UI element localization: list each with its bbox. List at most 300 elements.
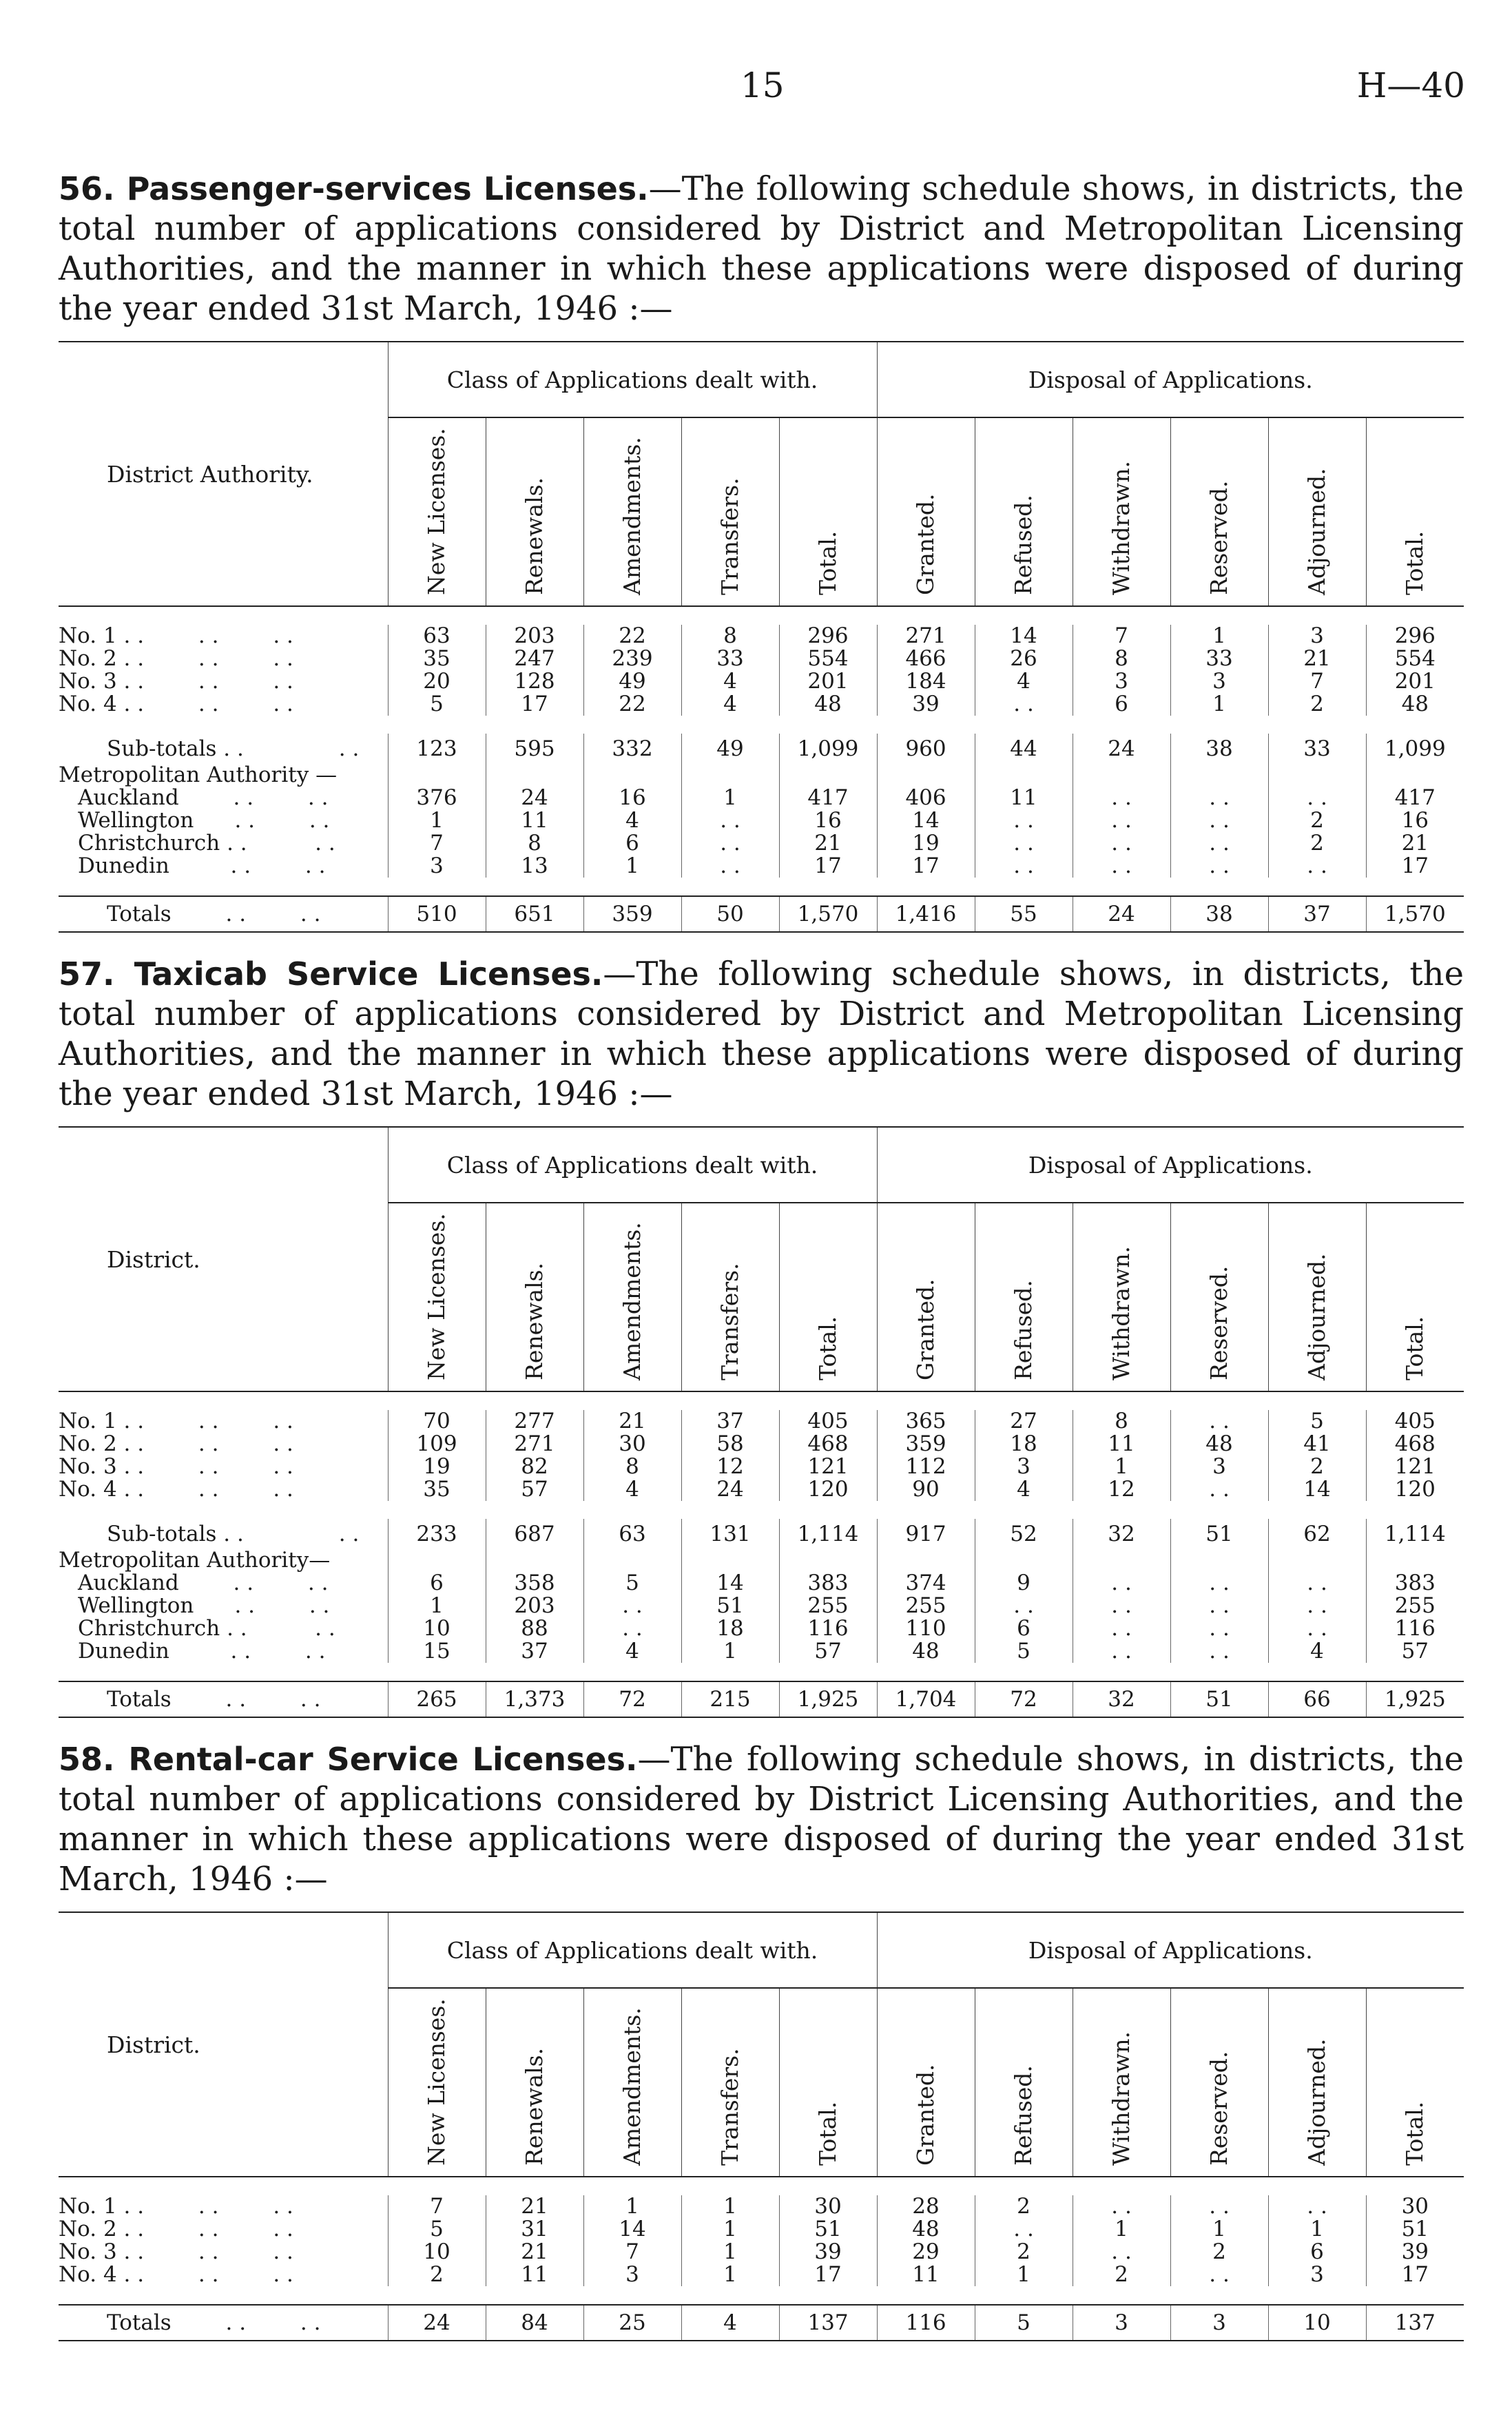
table-cell: 1 [681, 2241, 779, 2263]
table-cell: 18 [681, 1617, 779, 1640]
table-cell: 112 [877, 1455, 975, 1478]
table-cell: 4 [583, 1640, 681, 1663]
table-cell: 26 [975, 647, 1073, 670]
table-cell: 1 [583, 2195, 681, 2218]
column-header [877, 1988, 975, 2177]
column-header-text: New Licenses. [423, 428, 450, 595]
table-cell: 1,114 [779, 1519, 877, 1549]
table-cell: 128 [486, 670, 583, 693]
table-row [59, 734, 1464, 764]
table-cell: . . [1268, 1617, 1366, 1640]
table-cell: . . [1073, 1595, 1170, 1617]
table-cell [681, 764, 779, 787]
section-intro-text: —The following schedule shows, in districts, the total number of applications considered by District and Metropolitan Licensing Authorities, and the manner in which these applications were disposed of during the year ended 31st March, 1946 :— [59, 169, 1464, 328]
table-cell [583, 1549, 681, 1572]
section-intro [59, 169, 1464, 329]
table-cell: 39 [877, 693, 975, 716]
table-cell: 14 [975, 625, 1073, 647]
rental-car-service-table [59, 1911, 1464, 2341]
column-header [1073, 1203, 1170, 1391]
page-number: 15 [741, 65, 785, 105]
table-cell: 17 [779, 2263, 877, 2286]
table-cell: 14 [681, 1572, 779, 1595]
table-cell: 8 [583, 1455, 681, 1478]
column-header [1073, 1988, 1170, 2177]
table-cell [1268, 764, 1366, 787]
table-row [59, 1595, 1464, 1617]
table-cell: 12 [1073, 1478, 1170, 1501]
table-cell: 359 [877, 1433, 975, 1455]
table-cell: 29 [877, 2241, 975, 2263]
table-cell [779, 1549, 877, 1572]
table-cell: 3 [1268, 2263, 1366, 2286]
table-cell: . . [1073, 787, 1170, 809]
table-cell: 35 [388, 647, 486, 670]
table-cell: 2 [975, 2195, 1073, 2218]
table-cell: 358 [486, 1572, 583, 1595]
table-cell: 6 [1268, 2241, 1366, 2263]
column-header [1366, 1988, 1464, 2177]
table-cell: 17 [1366, 2263, 1464, 2286]
table-cell: 15 [388, 1640, 486, 1663]
totals-cell: 137 [1366, 2305, 1464, 2341]
totals-cell: 10 [1268, 2305, 1366, 2341]
table-cell: 4 [975, 1478, 1073, 1501]
table-cell: 3 [388, 855, 486, 878]
table-cell: 296 [779, 625, 877, 647]
column-header-text: Adjourned. [1303, 468, 1331, 595]
section-rental-car-service [59, 1739, 1464, 2335]
table-cell: 17 [877, 855, 975, 878]
table-cell: . . [1268, 1595, 1366, 1617]
row-label: Auckland . . . . [78, 785, 329, 810]
table-cell: 120 [1366, 1478, 1464, 1501]
column-header [779, 417, 877, 606]
table-cell: . . [1170, 1595, 1268, 1617]
table-cell: 82 [486, 1455, 583, 1478]
table-cell: 35 [388, 1478, 486, 1501]
table-cell: 255 [877, 1595, 975, 1617]
totals-cell: 1,416 [877, 896, 975, 932]
row-label: Wellington . . . . [78, 1593, 330, 1618]
table-cell: . . [1170, 787, 1268, 809]
table-cell: 57 [1366, 1640, 1464, 1663]
table-cell: 1 [975, 2263, 1073, 2286]
table-cell: 1 [1170, 2218, 1268, 2241]
table-cell: 39 [779, 2241, 877, 2263]
totals-cell: 3 [1170, 2305, 1268, 2341]
table-cell: 110 [877, 1617, 975, 1640]
table-cell: 405 [1366, 1410, 1464, 1433]
table-cell: . . [1073, 2195, 1170, 2218]
totals-cell: 5 [975, 2305, 1073, 2341]
totals-cell: 37 [1268, 896, 1366, 932]
table-cell: 3 [583, 2263, 681, 2286]
column-header-text: Total. [1401, 530, 1429, 595]
table-cell: 41 [1268, 1433, 1366, 1455]
table-cell: . . [583, 1595, 681, 1617]
totals-cell: 72 [975, 1681, 1073, 1717]
column-header [975, 1203, 1073, 1391]
totals-cell: 1,373 [486, 1681, 583, 1717]
column-header-text: Refused. [1010, 1280, 1037, 1380]
totals-cell: 215 [681, 1681, 779, 1717]
table-cell: . . [583, 1617, 681, 1640]
table-cell: 17 [486, 693, 583, 716]
table-cell: . . [1073, 1617, 1170, 1640]
table-cell: 51 [779, 2218, 877, 2241]
table-cell: . . [1268, 1572, 1366, 1595]
table-cell: 4 [681, 670, 779, 693]
table-cell: 11 [877, 2263, 975, 2286]
table-cell: 3 [1170, 1455, 1268, 1478]
table-cell: 57 [779, 1640, 877, 1663]
table-cell: . . [1170, 2263, 1268, 2286]
column-header-text: Renewals. [521, 1262, 548, 1380]
table-row [59, 787, 1464, 809]
column-header-text: Renewals. [521, 477, 548, 595]
table-cell: 1 [1170, 693, 1268, 716]
table-cell: 9 [975, 1572, 1073, 1595]
table-cell: 11 [1073, 1433, 1170, 1455]
table-cell: . . [1170, 1478, 1268, 1501]
table-cell: 1 [1170, 625, 1268, 647]
totals-label: Totals . . . . [59, 896, 388, 932]
table-cell: 121 [1366, 1455, 1464, 1478]
table-row [59, 1572, 1464, 1595]
table-cell: . . [975, 832, 1073, 855]
table-cell: 406 [877, 787, 975, 809]
table-cell: 247 [486, 647, 583, 670]
table-cell: 49 [583, 670, 681, 693]
table-cell: . . [1170, 832, 1268, 855]
table-cell: 3 [1268, 625, 1366, 647]
table-cell: . . [975, 2218, 1073, 2241]
table-cell: 30 [1366, 2195, 1464, 2218]
column-header-text: Total. [1401, 2101, 1429, 2166]
table-cell: . . [1073, 809, 1170, 832]
section-heading: 56. Passenger-services Licenses. [59, 170, 649, 207]
column-header [1366, 417, 1464, 606]
table-cell: 4 [1268, 1640, 1366, 1663]
table-cell: 38 [1170, 734, 1268, 764]
table-cell: 201 [779, 670, 877, 693]
column-header-text: Reserved. [1205, 2051, 1233, 2166]
table-row [59, 855, 1464, 878]
table-cell: 8 [1073, 647, 1170, 670]
table-cell: 2 [1268, 1455, 1366, 1478]
column-header-text: Refused. [1010, 495, 1037, 595]
table-cell: . . [1268, 855, 1366, 878]
table-row [59, 647, 1464, 670]
table-cell: 5 [1268, 1410, 1366, 1433]
table-cell: 1 [1073, 1455, 1170, 1478]
row-label: No. 4 . . . . . . [59, 692, 293, 716]
table-row [59, 625, 1464, 647]
table-cell [583, 764, 681, 787]
table-cell: 201 [1366, 670, 1464, 693]
table-cell: . . [975, 693, 1073, 716]
column-header-text: Withdrawn. [1108, 461, 1135, 595]
table-row [59, 2241, 1464, 2263]
column-header-text: Reserved. [1205, 1265, 1233, 1380]
column-header [486, 1203, 583, 1391]
table-cell: 255 [779, 1595, 877, 1617]
table-cell: 116 [779, 1617, 877, 1640]
column-header [583, 1988, 681, 2177]
table-cell: 24 [1073, 734, 1170, 764]
table-cell: 58 [681, 1433, 779, 1455]
table-cell: 376 [388, 787, 486, 809]
table-cell [388, 764, 486, 787]
table-cell: 18 [975, 1433, 1073, 1455]
column-header-text: Transfers. [716, 2048, 743, 2166]
table-cell: 383 [1366, 1572, 1464, 1595]
table-cell: 116 [1366, 1617, 1464, 1640]
column-header [975, 1988, 1073, 2177]
row-label: No. 1 . . . . . . [59, 1409, 293, 1433]
row-label: Christchurch . . . . [78, 1616, 335, 1641]
table-cell: 90 [877, 1478, 975, 1501]
column-header [1170, 1988, 1268, 2177]
table-cell: 14 [1268, 1478, 1366, 1501]
totals-cell: 24 [1073, 896, 1170, 932]
table-cell: 4 [583, 809, 681, 832]
table-cell: 468 [1366, 1433, 1464, 1455]
row-label-header: District. [59, 1912, 388, 2177]
column-header [1366, 1203, 1464, 1391]
column-header-text: Amendments. [619, 437, 645, 595]
row-label-header: District Authority. [59, 342, 388, 606]
table-cell: 3 [975, 1455, 1073, 1478]
table-cell: 51 [681, 1595, 779, 1617]
table-cell: 1 [1268, 2218, 1366, 2241]
table-cell: 5 [583, 1572, 681, 1595]
table-cell: . . [1170, 1640, 1268, 1663]
table-cell: 5 [388, 693, 486, 716]
table-cell: 277 [486, 1410, 583, 1433]
table-cell: . . [1073, 832, 1170, 855]
row-label-header: District. [59, 1127, 388, 1391]
totals-cell: 4 [681, 2305, 779, 2341]
column-header [1268, 1203, 1366, 1391]
table-cell: 255 [1366, 1595, 1464, 1617]
row-label: Auckland . . . . [78, 1571, 329, 1595]
table-cell: 8 [681, 625, 779, 647]
column-header-text: Transfers. [716, 1263, 743, 1380]
table-cell [877, 1549, 975, 1572]
column-header-text: Refused. [1010, 2065, 1037, 2166]
table-cell: 6 [388, 1572, 486, 1595]
table-cell: 17 [1366, 855, 1464, 878]
table-cell: . . [1268, 2195, 1366, 2218]
table-cell [1170, 1549, 1268, 1572]
table-cell: 33 [681, 647, 779, 670]
table-cell: 21 [1268, 647, 1366, 670]
table-cell: 22 [583, 625, 681, 647]
table-cell: 271 [877, 625, 975, 647]
table-cell: 33 [1170, 647, 1268, 670]
table-cell: 296 [1366, 625, 1464, 647]
column-header [877, 1203, 975, 1391]
totals-cell: 84 [486, 2305, 583, 2341]
column-header-text: Granted. [912, 493, 940, 595]
table-cell: 17 [779, 855, 877, 878]
table-cell: . . [1073, 1640, 1170, 1663]
table-cell: 184 [877, 670, 975, 693]
totals-cell: 38 [1170, 896, 1268, 932]
table-cell: 203 [486, 625, 583, 647]
column-header-text: Total. [814, 1316, 842, 1380]
table-cell: 1 [681, 2263, 779, 2286]
disposal-group-header: Disposal of Applications. [877, 1912, 1464, 1988]
table-cell: 8 [1073, 1410, 1170, 1433]
column-header-text: Withdrawn. [1108, 1246, 1135, 1380]
table-cell: 2 [1268, 809, 1366, 832]
table-cell: 917 [877, 1519, 975, 1549]
table-cell: 48 [779, 693, 877, 716]
table-cell: 11 [486, 809, 583, 832]
table-cell: 466 [877, 647, 975, 670]
row-label: Metropolitan Authority — [59, 763, 338, 787]
table-cell: 4 [975, 670, 1073, 693]
table-cell: 6 [1073, 693, 1170, 716]
column-header [388, 417, 486, 606]
table-row [59, 1617, 1464, 1640]
totals-cell: 72 [583, 1681, 681, 1717]
table-cell: 1 [1073, 2218, 1170, 2241]
table-cell: 16 [1366, 809, 1464, 832]
row-label: No. 3 . . . . . . [59, 669, 293, 694]
totals-cell: 25 [583, 2305, 681, 2341]
table-cell: . . [975, 1595, 1073, 1617]
totals-cell: 510 [388, 896, 486, 932]
table-cell: 383 [779, 1572, 877, 1595]
table-cell [1073, 764, 1170, 787]
table-cell: 21 [583, 1410, 681, 1433]
table-cell [877, 764, 975, 787]
table-cell: 2 [388, 2263, 486, 2286]
table-cell: 16 [779, 809, 877, 832]
totals-row [59, 896, 1464, 932]
table-cell: 233 [388, 1519, 486, 1549]
table-row [59, 2263, 1464, 2286]
table-cell: 109 [388, 1433, 486, 1455]
table-cell: 44 [975, 734, 1073, 764]
section-heading: 58. Rental-car Service Licenses. [59, 1741, 638, 1778]
table-cell: 24 [681, 1478, 779, 1501]
table-cell: 7 [388, 832, 486, 855]
column-header-text: Amendments. [619, 1222, 645, 1380]
table-cell: 22 [583, 693, 681, 716]
table-cell: 32 [1073, 1519, 1170, 1549]
table-cell [1170, 764, 1268, 787]
column-header [1170, 1203, 1268, 1391]
table-cell: 10 [388, 2241, 486, 2263]
table-cell: . . [1073, 1572, 1170, 1595]
row-label: Sub-totals . . . . [107, 1521, 360, 1546]
column-header-text: New Licenses. [423, 1213, 450, 1380]
table-cell: 417 [1366, 787, 1464, 809]
column-header [681, 1988, 779, 2177]
table-cell: 11 [486, 2263, 583, 2286]
table-cell: 1,099 [1366, 734, 1464, 764]
row-label: No. 1 . . . . . . [59, 2194, 293, 2219]
table-cell: 1 [388, 809, 486, 832]
table-cell: 3 [1170, 670, 1268, 693]
row-label: No. 3 . . . . . . [59, 1454, 293, 1479]
column-header-text: Withdrawn. [1108, 2031, 1135, 2166]
table-cell: 49 [681, 734, 779, 764]
table-cell: 1 [388, 1595, 486, 1617]
table-cell: 405 [779, 1410, 877, 1433]
table-row [59, 2195, 1464, 2218]
page-header [0, 65, 1512, 107]
table-cell: 20 [388, 670, 486, 693]
table-cell: 1,114 [1366, 1519, 1464, 1549]
row-label: No. 2 . . . . . . [59, 646, 293, 671]
table-cell [1268, 1549, 1366, 1572]
table-cell: 1 [583, 855, 681, 878]
table-cell: 37 [486, 1640, 583, 1663]
table-cell: 24 [486, 787, 583, 809]
row-label: Metropolitan Authority— [59, 1548, 331, 1573]
table-cell: 7 [388, 2195, 486, 2218]
totals-cell: 51 [1170, 1681, 1268, 1717]
column-header-text: Amendments. [619, 2007, 645, 2166]
table-cell: 120 [779, 1478, 877, 1501]
disposal-group-header: Disposal of Applications. [877, 342, 1464, 417]
table-cell: . . [975, 809, 1073, 832]
table-row [59, 764, 1464, 787]
row-label: Sub-totals . . . . [107, 736, 360, 761]
table-row [59, 1478, 1464, 1501]
table-cell: 332 [583, 734, 681, 764]
column-header-text: Total. [814, 2101, 842, 2166]
table-cell: 131 [681, 1519, 779, 1549]
table-cell: 2 [1268, 832, 1366, 855]
table-cell: 30 [779, 2195, 877, 2218]
column-header [1170, 417, 1268, 606]
table-cell: 123 [388, 734, 486, 764]
table-row [59, 809, 1464, 832]
table-row [59, 1410, 1464, 1433]
table-cell: 6 [975, 1617, 1073, 1640]
column-header-text: Granted. [912, 1278, 940, 1380]
row-label: No. 1 . . . . . . [59, 623, 293, 648]
table-cell: 960 [877, 734, 975, 764]
table-cell: 33 [1268, 734, 1366, 764]
table-cell: . . [1170, 1617, 1268, 1640]
totals-cell: 32 [1073, 1681, 1170, 1717]
table-cell: 52 [975, 1519, 1073, 1549]
column-header [583, 417, 681, 606]
row-label: Christchurch . . . . [78, 831, 335, 856]
column-header [486, 417, 583, 606]
table-cell: 4 [681, 693, 779, 716]
table-cell: 687 [486, 1519, 583, 1549]
column-header-text: Total. [1401, 1316, 1429, 1380]
column-header-text: New Licenses. [423, 1998, 450, 2166]
table-cell: . . [1170, 1572, 1268, 1595]
table-cell: 57 [486, 1478, 583, 1501]
table-cell: 48 [877, 1640, 975, 1663]
section-intro-text: —The following schedule shows, in districts, the total number of applications considered by District and Metropolitan Licensing Authorities, and the manner in which these applications were disposed of during the year ended 31st March, 1946 :— [59, 955, 1464, 1113]
column-header [1268, 1988, 1366, 2177]
table-cell: . . [1073, 855, 1170, 878]
table-cell: 6 [583, 832, 681, 855]
table-cell [1366, 764, 1464, 787]
